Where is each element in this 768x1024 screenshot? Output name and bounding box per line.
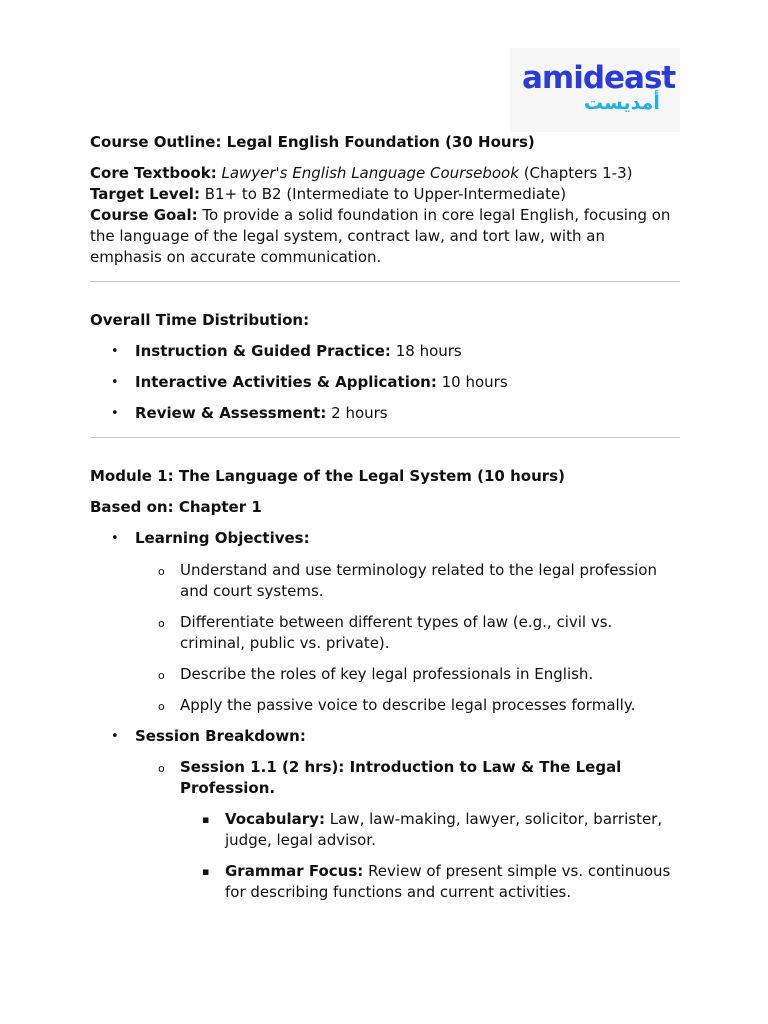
vocabulary-label: Vocabulary: (225, 810, 325, 828)
time-distribution-list (90, 341, 680, 424)
vocabulary-text: Law, law-making, lawyer, solicitor, barrister, (329, 810, 663, 828)
course-goal-line: To provide a solid foundation in core legal English, focusing on (202, 206, 671, 224)
sessions-list (90, 757, 680, 799)
objective-text: criminal, public vs. private). (180, 634, 390, 652)
square-bullet-icon: ▪ (202, 865, 210, 878)
session-title: Session 1.1 (2 hrs): Introduction to Law & The Legal (180, 758, 622, 776)
divider (90, 437, 680, 438)
circle-bullet-icon: o (158, 700, 165, 713)
list-item (90, 695, 680, 716)
course-goal-line: the language of the legal system, contract law, and tort law, with an (90, 227, 605, 245)
core-textbook (90, 163, 680, 184)
list-item (90, 809, 680, 851)
circle-bullet-icon: o (158, 565, 165, 578)
divider (90, 281, 680, 282)
core-textbook-chapters: (Chapters 1-3) (523, 164, 633, 182)
grammar-focus-label: Grammar Focus: (225, 862, 364, 880)
bullet-icon: • (111, 406, 119, 421)
objectives-list (90, 560, 680, 716)
course-title: Course Outline: Legal English Foundation (30 Hours) (90, 133, 535, 151)
core-textbook-book: Lawyer's English Language Coursebook (221, 164, 519, 182)
list-item (90, 403, 680, 424)
bullet-icon: • (111, 729, 119, 744)
time-item-value: 10 hours (441, 373, 508, 391)
time-item-label: Instruction & Guided Practice: (135, 342, 391, 360)
module-heading: Module 1: The Language of the Legal System (10 hours) (90, 467, 565, 485)
vocabulary-text: judge, legal advisor. (225, 831, 376, 849)
course-goal-label: Course Goal: (90, 206, 198, 224)
time-item-value: 2 hours (331, 404, 388, 422)
course-goal (90, 205, 680, 226)
bullet-icon: • (111, 344, 119, 359)
list-item (90, 664, 680, 685)
bullet-icon: • (111, 531, 119, 546)
objective-text: Describe the roles of key legal professionals in English. (180, 665, 594, 683)
session-details-list (90, 809, 680, 903)
document-body (90, 132, 680, 903)
list-item (90, 861, 680, 903)
list-item (90, 612, 680, 654)
objectives-label: Learning Objectives: (135, 529, 310, 547)
logo-text-en: amideast (522, 60, 676, 96)
grammar-focus-text: for describing functions and current activities. (225, 883, 572, 901)
logo-text-ar: أمديست (584, 92, 660, 114)
grammar-focus-text: Review of present simple vs. continuous (368, 862, 671, 880)
module-list (90, 726, 680, 747)
time-item-value: 18 hours (395, 342, 462, 360)
core-textbook-label: Core Textbook: (90, 164, 217, 182)
list-item (90, 528, 680, 549)
list-item (90, 341, 680, 362)
list-item (90, 757, 680, 799)
objective-text: Differentiate between different types of law (e.g., civil vs. (180, 613, 613, 631)
list-item (90, 726, 680, 747)
amideast-logo (510, 48, 680, 132)
target-level-label: Target Level: (90, 185, 200, 203)
list-item (90, 372, 680, 393)
objective-text: and court systems. (180, 582, 324, 600)
objective-text: Apply the passive voice to describe legal processes formally. (180, 696, 636, 714)
course-goal-line: emphasis on accurate communication. (90, 248, 382, 266)
session-title: Profession. (180, 779, 276, 797)
target-level-value: B1+ to B2 (Intermediate to Upper-Intermediate) (204, 185, 567, 203)
square-bullet-icon: ▪ (202, 813, 210, 826)
circle-bullet-icon: o (158, 617, 165, 630)
list-item (90, 560, 680, 602)
objective-text: Understand and use terminology related to the legal profession (180, 561, 657, 579)
target-level (90, 184, 680, 205)
time-distribution-heading: Overall Time Distribution: (90, 311, 310, 329)
time-item-label: Review & Assessment: (135, 404, 327, 422)
bullet-icon: • (111, 375, 119, 390)
circle-bullet-icon: o (158, 762, 165, 775)
time-item-label: Interactive Activities & Application: (135, 373, 437, 391)
circle-bullet-icon: o (158, 669, 165, 682)
module-based-on: Based on: Chapter 1 (90, 498, 262, 516)
module-list (90, 528, 680, 549)
session-breakdown-label: Session Breakdown: (135, 727, 306, 745)
